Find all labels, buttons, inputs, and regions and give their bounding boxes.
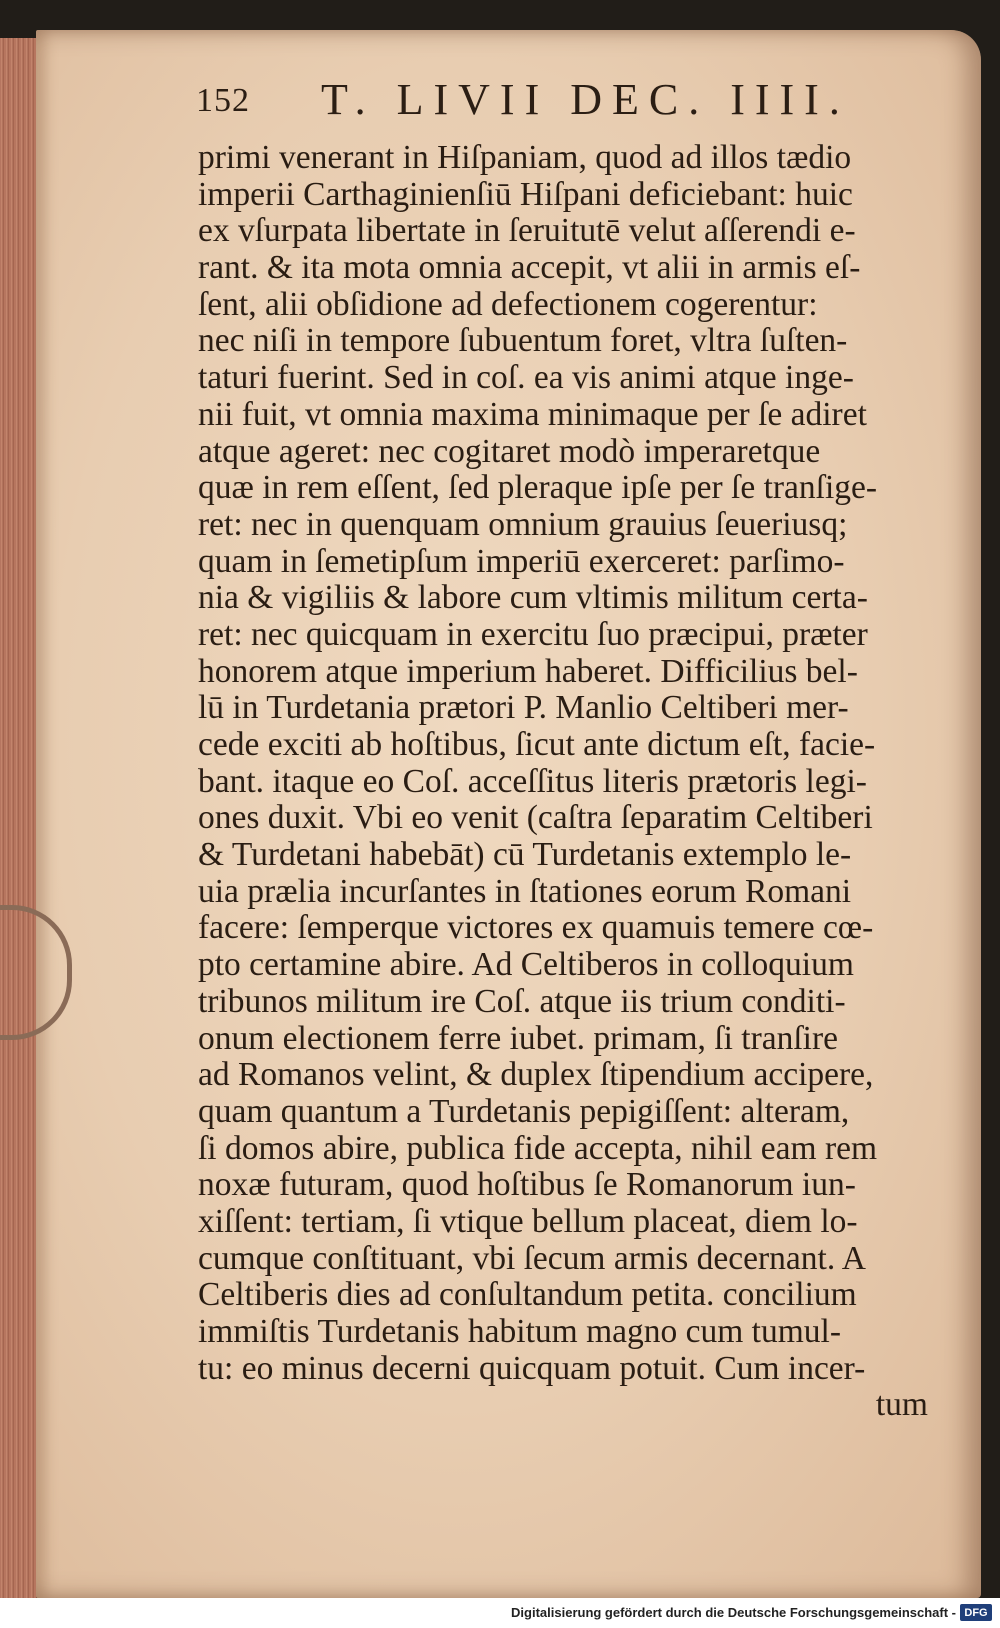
text-line: nii fuit, vt omnia maxima minimaque per ſe adiret xyxy=(198,395,867,433)
text-line: ones duxit. Vbi eo venit (caſtra ſeparatim Celtiberi xyxy=(198,799,873,837)
text-line: facere: ſemperque victores ex quamuis temere cœ- xyxy=(198,909,874,947)
text-line: cede exciti ab hoſtibus, ſicut ante dictum eſt, facie- xyxy=(198,726,876,763)
text-line: nia & vigiliis & labore cum vltimis militum certa- xyxy=(198,579,868,617)
text-line: bant. itaque eo Coſ. acceſſitus literis prætoris legi- xyxy=(198,762,867,800)
text-line: xiſſent: tertiam, ſi vtique bellum placeat, diem lo- xyxy=(198,1202,858,1240)
text-line: taturi fuerint. Sed in coſ. ea vis animi atque inge- xyxy=(198,359,854,397)
page-header xyxy=(196,64,956,134)
text-line: ex vſurpata libertate in ſeruitutē velut aſſerendi e- xyxy=(198,212,856,250)
text-line: nec niſi in tempore ſubuentum foret, vltra ſuſten- xyxy=(198,322,848,360)
text-line: onum electionem ferre iubet. primam, ſi tranſire xyxy=(198,1019,838,1057)
text-line: ad Romanos velint, & duplex ſtipendium accipere, xyxy=(198,1056,874,1094)
text-line: Celtiberis dies ad conſultandum petita. concilium xyxy=(198,1276,857,1314)
text-line: imperii Carthaginienſiū Hiſpani deficiebant: huic xyxy=(198,175,853,213)
body-text xyxy=(198,140,968,1424)
text-line: ret: nec in quenquam omnium grauius ſeueriusq; xyxy=(198,505,848,543)
catchword: tum xyxy=(875,1386,928,1424)
footer-bar xyxy=(0,1598,1000,1628)
book-fore-edge xyxy=(0,38,38,1598)
text-line: tribunos militum ire Coſ. atque iis trium conditi- xyxy=(198,982,846,1020)
text-line: ſi domos abire, publica fide accepta, nihil eam rem xyxy=(198,1129,878,1167)
text-line: honorem atque imperium haberet. Difficilius bel- xyxy=(198,652,858,690)
text-line: quæ in rem eſſent, ſed pleraque ipſe per ſe tranſige- xyxy=(198,469,878,507)
text-line: tu: eo minus decerni quicquam potuit. Cum incer- xyxy=(198,1349,866,1387)
text-line: & Turdetani habebāt) cū Turdetanis extemplo le- xyxy=(198,836,852,874)
text-line: primi venerant in Hiſpaniam, quod ad illos tædio xyxy=(198,139,852,176)
text-line: ſent, alii obſidione ad defectionem cogerentur: xyxy=(198,285,818,323)
text-line: noxæ futuram, quod hoſtibus ſe Romanorum iun- xyxy=(198,1166,856,1204)
running-head: T. LIVII DEC. IIII. xyxy=(321,75,850,124)
text-line: quam in ſemetipſum imperiū exerceret: parſimo- xyxy=(198,542,845,580)
funding-credit: Digitalisierung gefördert durch die Deutsche Forschungsgemeinschaft - xyxy=(511,1605,956,1620)
text-line: lū in Turdetania prætori P. Manlio Celtiberi mer- xyxy=(198,689,849,727)
dfg-logo: DFG xyxy=(960,1604,992,1621)
text-line: immiſtis Turdetanis habitum magno cum tumul- xyxy=(198,1313,842,1350)
text-line: atque ageret: nec cogitaret modò imperaretque xyxy=(198,432,821,470)
text-line: quam quantum a Turdetanis pepigiſſent: alteram, xyxy=(198,1092,850,1130)
text-line: cumque conſtituant, vbi ſecum armis decernant. A xyxy=(198,1239,866,1277)
text-line: rant. & ita mota omnia accepit, vt alii in armis eſ- xyxy=(198,249,861,287)
text-line: pto certamine abire. Ad Celtiberos in colloquium xyxy=(198,946,854,984)
page-number: 152 xyxy=(196,82,250,119)
text-line: uia prælia incurſantes in ſtationes eorum Romani xyxy=(198,872,852,910)
text-line: ret: nec quicquam in exercitu ſuo præcipui, præter xyxy=(198,615,868,653)
book-page xyxy=(36,30,981,1598)
